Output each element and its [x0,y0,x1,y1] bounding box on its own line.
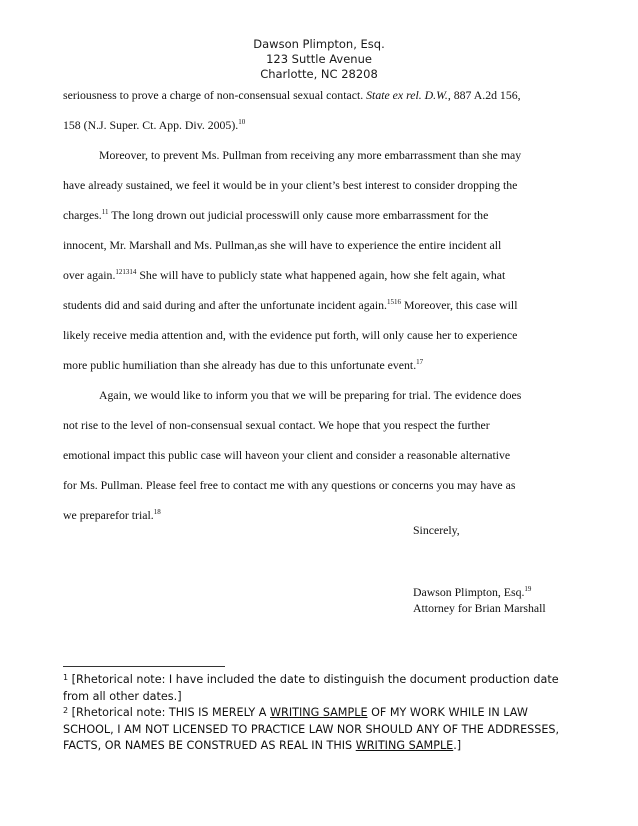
footnote-underlined-text: WRITING SAMPLE [355,739,454,752]
body-text: more public humiliation than she already has due to this unfortunate event. [63,358,417,372]
body-text: emotional impact this public case will haveon your client and consider a reasonable alternative [63,448,511,462]
footnote-ref: 121314 [115,268,137,276]
paragraph-2-line-8 [63,350,573,380]
signature-block [413,584,546,616]
paragraph-1-line-2 [63,110,573,140]
body-text: 158 (N.J. Super. Ct. App. Div. 2005). [63,118,239,132]
footnote-ref: 19 [524,585,532,593]
footnote-ref: 1516 [387,298,401,306]
paragraph-3-line-2 [63,410,573,440]
body-text: Moreover, to prevent Ms. Pullman from receiving any more embarrassment than she may [99,148,522,162]
paragraph-2-line-2 [63,170,573,200]
footnote-2-line-2 [63,722,583,739]
sender-address-city: Charlotte, NC 28208 [260,67,378,81]
body-text: innocent, Mr. Marshall and Ms. Pullman,as she will have to experience the entire incident all [63,238,502,252]
footnote-text: .] [453,739,462,752]
footnote-text: from all other dates.] [63,689,182,703]
footnote-text: [Rhetorical note: I have included the date to distinguish the document production date [68,673,559,686]
footnote-number: 2 [63,706,69,715]
body-text: She will have to publicly state what happened again, how she felt again, what [136,268,506,282]
footnote-1-line-1 [63,672,583,689]
footnote-number: 1 [63,673,69,682]
paragraph-2-line-7 [63,320,573,350]
footnote-2-line-1 [63,705,583,722]
footnote-underlined-text: WRITING SAMPLE [269,706,368,719]
paragraph-1-line-1 [63,80,573,110]
footnote-separator [63,666,225,667]
footnote-text: OF MY WORK WHILE IN LAW [367,706,528,719]
paragraph-3-line-1 [63,380,573,410]
footnote-text: [Rhetorical note: THIS IS MERELY A [68,706,270,719]
body-text: for Ms. Pullman. Please feel free to contact me with any questions or concerns you may have as [63,478,516,492]
body-text: have already sustained, we feel it would be in your client’s best interest to consider dropping the [63,178,518,192]
signature-name: Dawson Plimpton, Esq. [413,585,525,599]
paragraph-2-line-3 [63,200,573,230]
footnote-2-line-3 [63,738,583,755]
footnote-ref: 18 [153,508,161,516]
body-text: not rise to the level of non-consensual sexual contact. We hope that you respect the further [63,418,490,432]
body-text: seriousness to prove a charge of non-consensual sexual contact. [63,88,367,102]
sender-address-street: 123 Suttle Avenue [266,52,372,66]
body-text: likely receive media attention and, with the evidence put forth, will only cause her to experience [63,328,518,342]
paragraph-3-line-3 [63,440,573,470]
body-text: , 887 A.2d 156, [447,88,521,102]
footnote-ref: 17 [416,358,424,366]
body-text: Moreover, this case will [401,298,518,312]
paragraph-3-line-4 [63,470,573,500]
case-citation: State ex rel. D.W. [366,88,448,102]
letter-body [63,80,573,530]
footnote-text: FACTS, OR NAMES BE CONSTRUED AS REAL IN THIS [63,739,356,752]
signature-title: Attorney for Brian Marshall [413,601,546,615]
footnote-text: SCHOOL, I AM NOT LICENSED TO PRACTICE LAW NOR SHOULD ANY OF THE ADDRESSES, [63,722,560,736]
sender-name: Dawson Plimpton, Esq. [253,37,385,51]
footnote-1-line-2 [63,689,583,706]
body-text: The long drown out judicial processwill only cause more embarrassment for the [108,208,489,222]
paragraph-2-line-5 [63,260,573,290]
body-text: over again. [63,268,116,282]
footnote-ref: 11 [101,208,109,216]
body-text: charges. [63,208,102,222]
body-text: Again, we would like to inform you that we will be preparing for trial. The evidence does [99,388,522,402]
paragraph-2-line-1 [63,140,573,170]
paragraph-2-line-6 [63,290,573,320]
paragraph-2-line-4 [63,230,573,260]
signature-name-line [413,584,546,600]
paragraph-3-line-5 [63,500,573,530]
footnote-ref: 10 [238,118,246,126]
body-text: we preparefor trial. [63,508,154,522]
letterhead [0,37,638,82]
body-text: students did and said during and after the unfortunate incident again. [63,298,387,312]
footnotes [63,672,583,755]
closing-salutation: Sincerely, [413,523,460,537]
